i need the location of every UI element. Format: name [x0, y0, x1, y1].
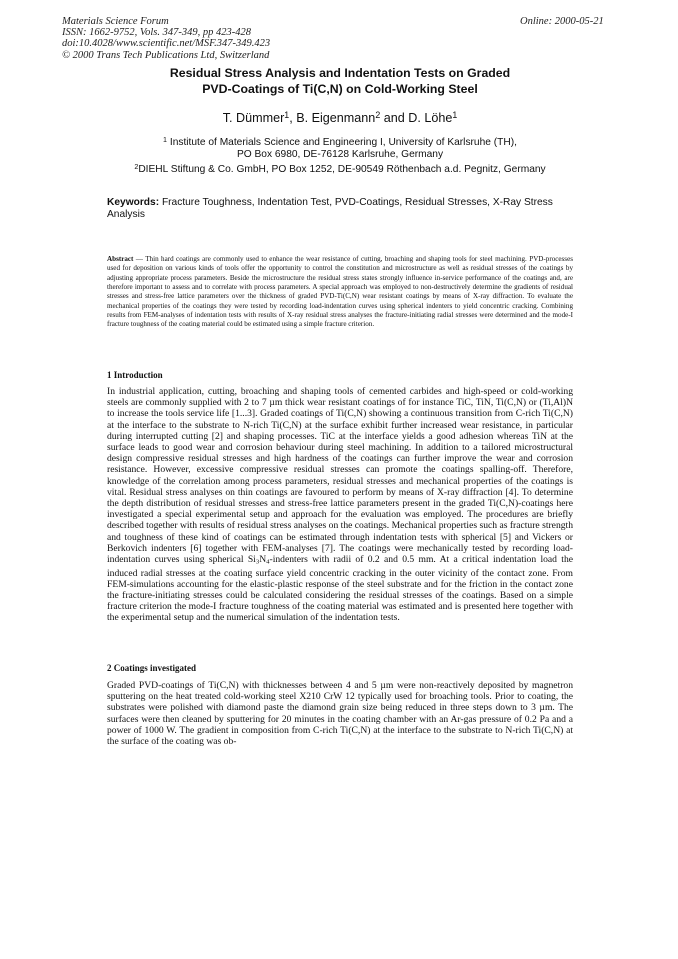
affiliation-2-marker: 2	[134, 162, 139, 171]
journal-name: Materials Science Forum	[62, 16, 169, 27]
journal-info	[62, 16, 442, 61]
abstract	[107, 255, 573, 330]
coatings-paragraph: Graded PVD-coatings of Ti(C,N) with thicknesses between 4 and 5 µm were non-reactively deposited by magnetron sputtering on the heat treated cold-working steel X210 CrW 12 typically used for broaching tools. Prior to coating, the substrates were polished with diamond paste the diamond grain size being reduced in three steps down to 3 µm. The surfaces were then cleaned by sputtering for 20 minutes in the coating chamber with an Ar-gas pressure of 0.2 Pa and a power of 1000 W. The gradient in composition from C-rich Ti(C,N) at the interface to the substrate to N-rich Ti(C,N) at the surface of the coating was ob-	[107, 680, 573, 748]
keywords	[107, 197, 567, 221]
author-1: T. Dümmer	[222, 111, 285, 125]
journal-copyright: © 2000 Trans Tech Publications Ltd, Switzerland	[62, 49, 270, 61]
author-3: D. Löhe	[408, 111, 453, 125]
subscript-3: 3	[255, 558, 260, 566]
affiliation-1-line-1: Institute of Materials Science and Engineering I, University of Karlsruhe (TH),	[169, 137, 517, 148]
author-list	[70, 110, 610, 126]
title-line-2: PVD-Coatings of Ti(C,N) on Cold-Working Steel	[202, 81, 478, 96]
affiliation-1	[95, 137, 585, 162]
section-heading-introduction: 1 Introduction	[107, 370, 163, 380]
abstract-dash: —	[135, 255, 143, 263]
introduction-text-c: -indenters with radii of 0.2 and 0.5 mm. At a critical indentation load the induced radial stresses at the coating surface yield concentric cracking in the outer vicinity of the contact zone. From FEM-simulations accounting for the elastic-plastic response of the steel substrate and for the friction in the contact zone the fracture-initiating stresses could be calculated considering the residual stresses of the coatings. Based on a simple fracture criterion the mode-I fracture toughness of the coating material was estimated and is presented here together with the experimental setup and the numerical simulation of the indentation tests.	[107, 554, 574, 624]
section-heading-coatings: 2 Coatings investigated	[107, 663, 197, 673]
title-line-1: Residual Stress Analysis and Indentation Tests on Graded	[169, 66, 511, 80]
author-2: B. Eigenmann	[296, 111, 376, 125]
author-3-affil: 1	[452, 110, 458, 121]
online-date: Online: 2000-05-21	[520, 16, 604, 27]
introduction-text-b: N	[259, 554, 267, 566]
introduction-text-a: In industrial application, cutting, broaching and shaping tools of cemented carbides and high-speed or cold-working steels are commonly supplied with 2 to 7 µm thick wear resistant coatings of for instance TiC, TiN, Ti(C,N) or (Ti,Al)N to increase the tools service life [1...3]. Graded coatings of Ti(C,N) showing a continuous transition from C-rich Ti(C,N) at the interface to the substrate to N-rich Ti(C,N) at the surface exhibit further increased wear resistance, in particular during interrupted cutting [2] and shaping processes. TiC at the interface yields a good adhesion whereas TiN at the surface leads to good wear and corrosion behaviour during steel machining. In addition to a tailored microstructural design compressive residual stresses and high hardness of the coatings can further improve the wear and corrosion resistance. However, excessive compressive residual stresses can promote the coatings spalling-off. Therefore, knowledge of the correlation among process parameters, residual stresses and mechanical properties of the coatings is vital. Residual stress analyses on thin coatings are favoured to perform by means of X-ray diffraction [4]. To determine the depth distribution of residual stresses and stress-free lattice parameters present in the graded Ti(C,N)-coatings here investigated a special experimental setup and approach for the evaluation was employed. The procedures are briefly described together with results of residual stress analyses on the coatings. Mechanical properties such as fracture strength and toughness of these kind of coatings can be estimated through indentation tests with spherical [5] and Vickers or Berkovich indenters [6] together with FEM-analyses [7]. The coatings were mechanically tested by recording load-indentation curves using spherical Si	[107, 386, 573, 566]
subscript-4: 4	[266, 558, 270, 566]
author-2-affil: 2	[375, 110, 381, 121]
keywords-text: Fracture Toughness, Indentation Test, PVD-Coatings, Residual Stresses, X-Ray Stress Analysis	[107, 197, 553, 221]
author-separator-1: ,	[289, 111, 297, 125]
abstract-text: Thin hard coatings are commonly used to enhance the wear resistance of cutting, broaching and shaping tools for steel machining. PVD-processes used for deposition on various kinds of tools offer the opportunity to control the constitution and microstructure as well as residual stresses of the coatings by adjusting appropriate process parameters. Beside the microstructure the residual stress states strongly influence in-service performance of the coatings and, are therefore important to assess and to correlate with process parameters. A special approach was employed to non-destructively determine the gradients of residual stresses and stress-free lattice parameters over the thickness of graded PVD-Ti(C,N) wear resistant coatings by means of X-ray diffraction. To evaluate the mechanical properties of the coatings they were tested by recording load-indentation curves using spherical indenters to yield concentric cracking. Combining results from FEM-analyses of indentation tests with results of X-ray residual stress analyses the fracture-initiating radial stresses were determined and the mode-I fracture toughness of the coating material could be estimated using a simple fracture criterion.	[107, 255, 573, 329]
affiliation-2-text: DIEHL Stiftung & Co. GmbH, PO Box 1252, DE-90549 Röthenbach a.d. Pegnitz, Germany	[138, 164, 546, 175]
affiliation-2	[70, 164, 610, 176]
affiliation-1-marker: 1	[163, 135, 168, 144]
paper-title	[70, 66, 610, 97]
journal-doi: doi:10.4028/www.scientific.net/MSF.347-349.423	[62, 38, 271, 50]
affiliation-1-line-2: PO Box 6980, DE-76128 Karlsruhe, Germany	[236, 149, 444, 161]
abstract-label: Abstract	[107, 255, 134, 263]
introduction-paragraph	[107, 386, 573, 624]
keywords-label: Keywords:	[107, 197, 160, 208]
author-1-affil: 1	[284, 110, 290, 121]
journal-issn: ISSN: 1662-9752, Vols. 347-349, pp 423-428	[62, 27, 251, 39]
author-separator-2: and	[380, 111, 409, 125]
